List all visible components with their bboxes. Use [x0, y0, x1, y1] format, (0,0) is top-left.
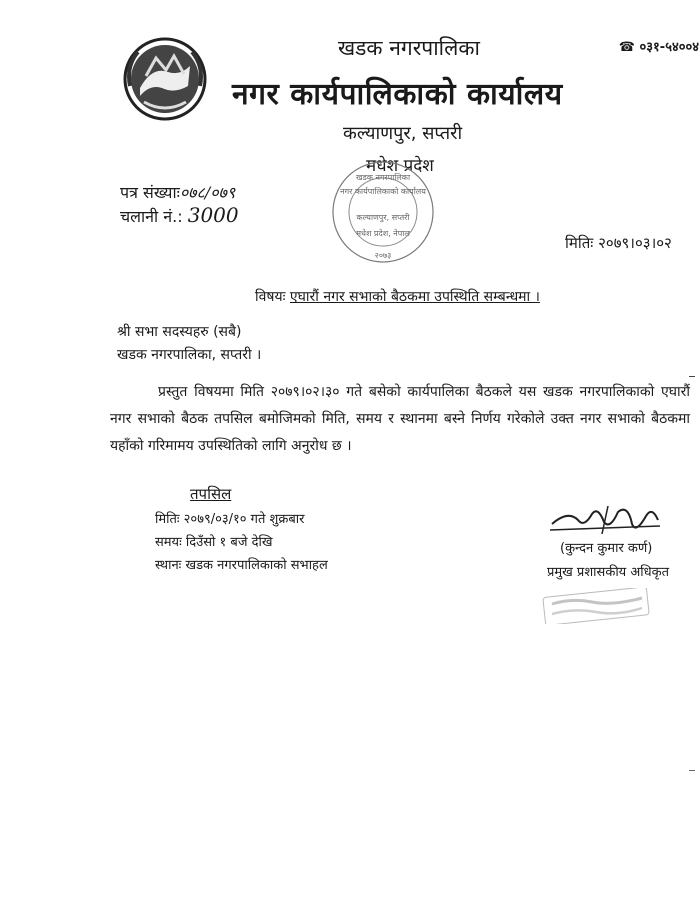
letter-number-label: पत्र संख्याः [120, 183, 180, 202]
office-title: नगर कार्यपालिकाको कार्यालय [232, 77, 563, 112]
letter-number [120, 181, 235, 203]
signatory-title: प्रमुख प्रशासकीय अधिकृत [547, 565, 670, 580]
schedule-venue: स्थानः खडक नगरपालिकाको सभाहल [155, 558, 328, 573]
office-name: खडक नगरपालिका [338, 36, 480, 60]
margin-mark [689, 770, 695, 771]
office-province: मधेश प्रदेश [366, 156, 434, 176]
subject-label: विषयः [255, 289, 286, 305]
stamp-line-3: कल्याणपुर, सप्तरी [356, 213, 410, 222]
dispatch-number-value: 3000 [187, 203, 239, 227]
stamp-line-2: नगर कार्यपालिकाको कार्यालय [340, 187, 426, 196]
letter-number-value: ०७८/०७९ [179, 183, 236, 202]
dispatch-number [120, 203, 239, 227]
handwritten-signature [548, 500, 666, 540]
recipient-line-2: खडक नगरपालिका, सप्तरी । [117, 347, 262, 363]
stamp-line-5: २०७३ [374, 251, 392, 260]
recipient-line-1: श्री सभा सदस्यहरु (सबै) [117, 324, 242, 340]
dispatch-number-label: चलानी नं.: [120, 207, 183, 226]
office-stamp [318, 160, 448, 265]
phone-number: ☎ ०३१-५४००४ [618, 40, 699, 55]
letter-date: मितिः २०७९।०३।०२ [565, 234, 672, 252]
signatory-name: (कुन्दन कुमार कर्ण) [560, 541, 653, 556]
subject-line [255, 287, 540, 306]
stamp-line-1: खडक नगरपालिका [355, 173, 411, 182]
letter-body: प्रस्तुत विषयमा मिति २०७९।०२।३० गते बसेको कार्यपालिका बैठकले यस खडक नगरपालिकाको एघारौं नगर सभाको बैठक तपसिल बमोजिमको मिति, समय र स्थानमा बस्ने निर्णय गरेकोले उक्त नगर सभाको बैठकमा यहाँको गरिमामय उपस्थितिको लागि अनुरोध छ । [110, 384, 690, 454]
schedule-date: मितिः २०७९/०३/१० गते शुक्रबार [155, 512, 305, 527]
schedule-heading: तपसिल [190, 485, 232, 503]
stamp-line-4: मधेश प्रदेश, नेपाल [356, 229, 410, 238]
designation-stamp [542, 588, 652, 624]
municipality-emblem [122, 36, 208, 122]
schedule-time: समयः दिउँसो १ बजे देखि [155, 535, 273, 550]
office-address: कल्याणपुर, सप्तरी [343, 123, 463, 144]
margin-mark [689, 376, 695, 377]
subject-text: एघारौं नगर सभाको बैठकमा उपस्थिति सम्बन्धमा । [289, 289, 540, 305]
